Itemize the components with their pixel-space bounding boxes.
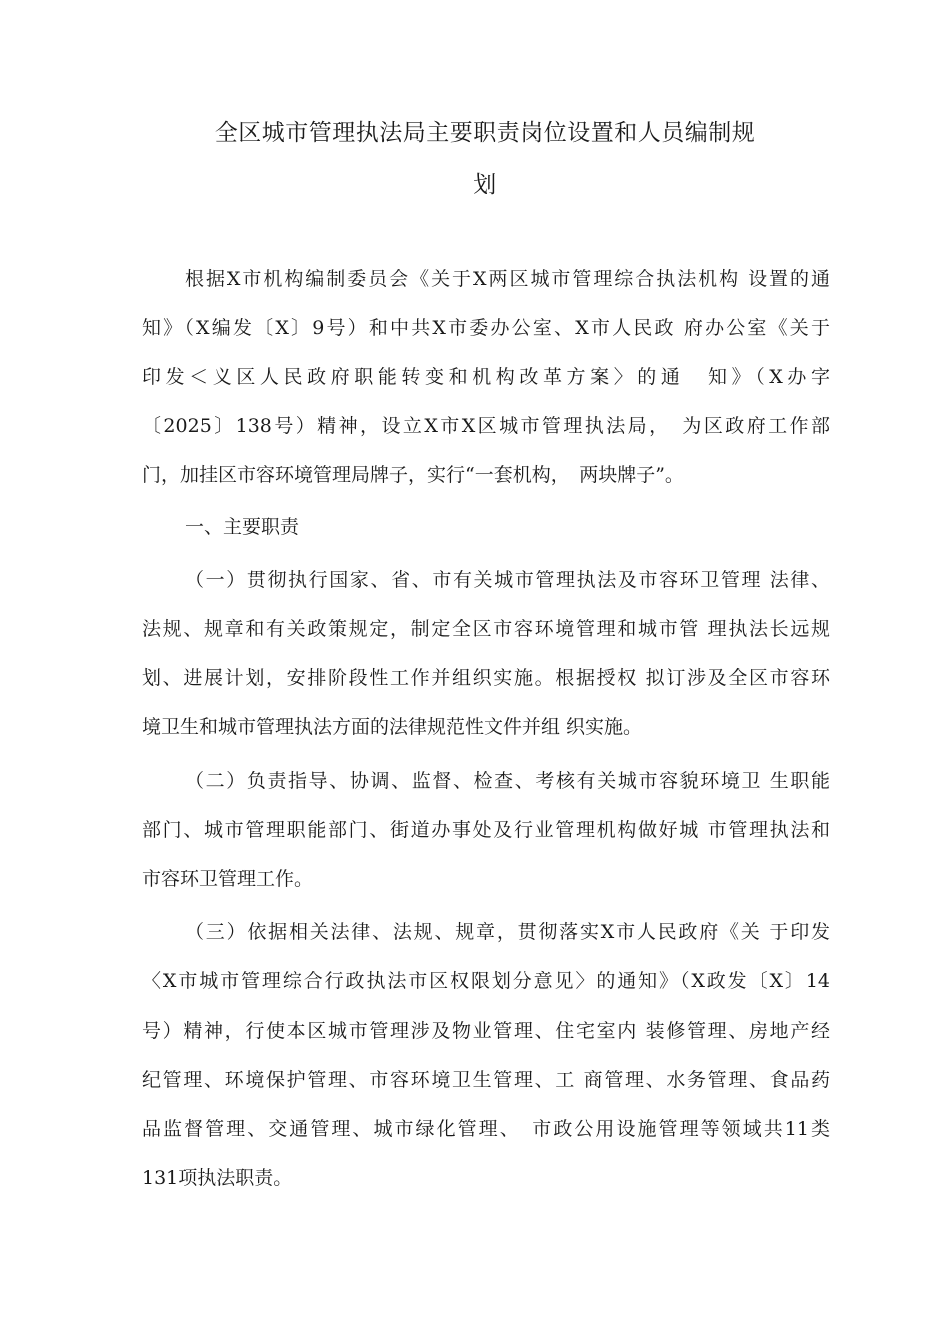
paragraph-line: 131项执法职责。 (142, 1167, 293, 1189)
paragraph-line: 境卫生和城市管理执法方面的法律规范性文件并组 织实施。 (142, 716, 643, 738)
paragraph-line: （一）贯彻执行国家、省、市有关城市管理执法及市容环卫管理 法律、 (185, 569, 830, 591)
paragraph-line: 部门、城市管理职能部门、街道办事处及行业管理机构做好城 市管理执法和 (142, 819, 830, 841)
paragraph-line: 印发＜义区人民政府职能转变和机构改革方案〉的通 知》（X办字 (142, 366, 830, 388)
paragraph-line: 纪管理、环境保护管理、市容环境卫生管理、工 商管理、水务管理、食品药 (142, 1069, 830, 1091)
paragraph-line: （二）负责指导、协调、监督、检查、考核有关城市容貌环境卫 生职能 (185, 770, 830, 792)
document-title-line-2: 划 (473, 172, 497, 198)
paragraph-line: （三）依据相关法律、法规、规章，贯彻落实X市人民政府《关 于印发 (185, 921, 830, 943)
paragraph-line: 门，加挂区市容环境管理局牌子，实行“一套机构， 两块牌子”。 (142, 464, 684, 486)
paragraph-line: 法规、规章和有关政策规定，制定全区市容环境管理和城市管 理执法长远规 (142, 618, 830, 640)
paragraph-line: 知》（X编发〔X〕9号）和中共X市委办公室、X市人民政 府办公室《关于 (142, 317, 830, 339)
paragraph-line: 〔2025〕138号）精神，设立X市X区城市管理执法局， 为区政府工作部 (142, 415, 830, 437)
document-title-line-1: 全区城市管理执法局主要职责岗位设置和人员编制规 (214, 120, 756, 146)
paragraph-line: 号）精神，行使本区城市管理涉及物业管理、住宅室内 装修管理、房地产经 (142, 1020, 830, 1042)
section-heading: 一、主要职责 (185, 516, 300, 538)
paragraph-line: 品监督管理、交通管理、城市绿化管理、 市政公用设施管理等领域共11类 (142, 1118, 830, 1140)
paragraph-line: 〈X市城市管理综合行政执法市区权限划分意见〉的通知》（X政发〔X〕14 (142, 970, 830, 992)
paragraph-line: 市容环卫管理工作。 (142, 868, 314, 890)
paragraph-line: 根据X市机构编制委员会《关于X两区城市管理综合执法机构 设置的通 (185, 268, 830, 290)
paragraph-line: 划、进展计划，安排阶段性工作并组织实施。根据授权 拟订涉及全区市容环 (142, 667, 830, 689)
